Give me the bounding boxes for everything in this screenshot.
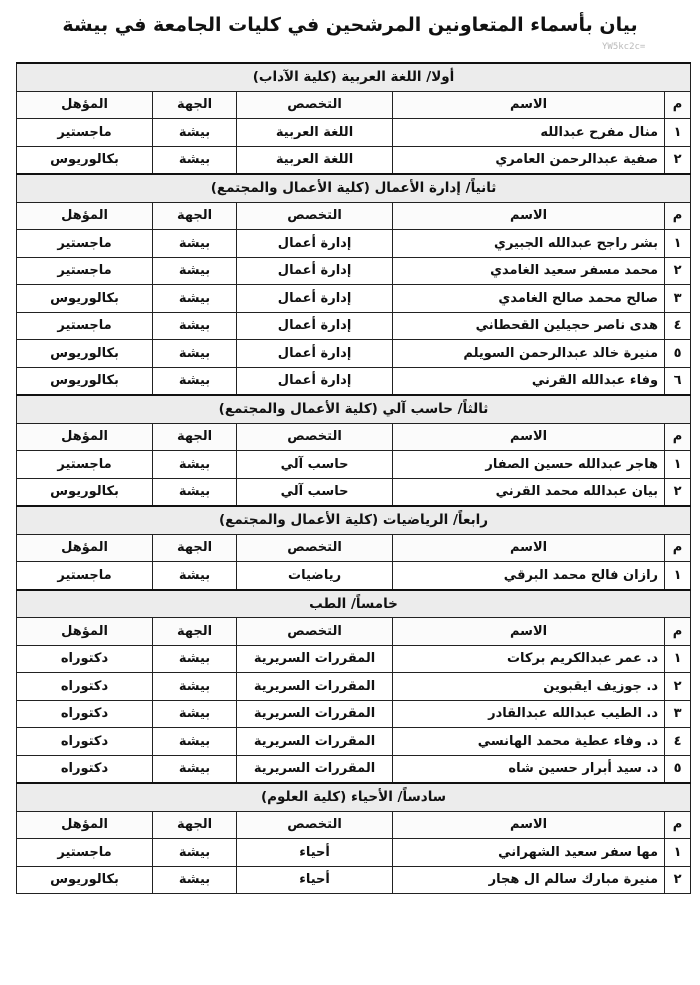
table-row xyxy=(17,562,691,590)
row-number: ٥ xyxy=(665,755,691,783)
candidate-location: بيشة xyxy=(153,367,237,395)
section-header xyxy=(17,506,691,534)
row-number: ٤ xyxy=(665,312,691,340)
candidate-major: إدارة أعمال xyxy=(237,257,393,285)
candidate-location: بيشة xyxy=(153,285,237,313)
column-header-name: الاسم xyxy=(393,811,665,839)
candidate-location: بيشة xyxy=(153,673,237,701)
section-header xyxy=(17,395,691,423)
candidate-name: د. وفاء عطية محمد الهانسي xyxy=(393,728,665,756)
row-number: ٣ xyxy=(665,285,691,313)
column-header-qualification: المؤهل xyxy=(17,811,153,839)
column-header-major: التخصص xyxy=(237,811,393,839)
candidate-major: أحياء xyxy=(237,839,393,867)
candidate-name: د. جوزيف ايقبوين xyxy=(393,673,665,701)
column-header-qualification: المؤهل xyxy=(17,534,153,562)
candidate-location: بيشة xyxy=(153,257,237,285)
candidate-major: إدارة أعمال xyxy=(237,340,393,368)
row-number: ١ xyxy=(665,119,691,147)
table-row xyxy=(17,146,691,174)
candidate-name: د. سيد أبرار حسين شاه xyxy=(393,755,665,783)
candidate-name: هدى ناصر حجيلين القحطاني xyxy=(393,312,665,340)
candidate-qualification: دكتوراه xyxy=(17,728,153,756)
candidate-name: بيان عبدالله محمد القرني xyxy=(393,478,665,506)
column-header-num: م xyxy=(665,618,691,646)
table-row xyxy=(17,645,691,673)
candidate-location: بيشة xyxy=(153,451,237,479)
candidate-location: بيشة xyxy=(153,700,237,728)
table-row xyxy=(17,728,691,756)
column-header-name: الاسم xyxy=(393,618,665,646)
table-row xyxy=(17,673,691,701)
table-row xyxy=(17,230,691,258)
candidate-qualification: دكتوراه xyxy=(17,645,153,673)
candidate-major: إدارة أعمال xyxy=(237,312,393,340)
candidate-major: حاسب آلي xyxy=(237,478,393,506)
row-number: ٢ xyxy=(665,673,691,701)
column-header-location: الجهة xyxy=(153,534,237,562)
table-row xyxy=(17,367,691,395)
candidate-location: بيشة xyxy=(153,312,237,340)
table-row xyxy=(17,478,691,506)
table-row xyxy=(17,285,691,313)
column-header-location: الجهة xyxy=(153,618,237,646)
column-header-name: الاسم xyxy=(393,423,665,451)
candidate-major: إدارة أعمال xyxy=(237,285,393,313)
column-header-row xyxy=(17,618,691,646)
candidate-qualification: ماجستير xyxy=(17,119,153,147)
candidate-qualification: بكالوريوس xyxy=(17,866,153,894)
candidate-name: صالح محمد صالح الغامدي xyxy=(393,285,665,313)
candidate-name: هاجر عبدالله حسين الصفار xyxy=(393,451,665,479)
candidate-major: اللغة العربية xyxy=(237,119,393,147)
column-header-num: م xyxy=(665,534,691,562)
candidate-location: بيشة xyxy=(153,645,237,673)
section-title: رابعاً/ الرياضيات (كلية الأعمال والمجتمع) xyxy=(17,506,691,534)
candidate-location: بيشة xyxy=(153,562,237,590)
column-header-num: م xyxy=(665,423,691,451)
candidate-qualification: دكتوراه xyxy=(17,755,153,783)
candidate-name: وفاء عبدالله القرني xyxy=(393,367,665,395)
candidate-location: بيشة xyxy=(153,340,237,368)
candidate-qualification: بكالوريوس xyxy=(17,367,153,395)
row-number: ٣ xyxy=(665,700,691,728)
candidate-location: بيشة xyxy=(153,755,237,783)
candidate-major: رياضيات xyxy=(237,562,393,590)
candidate-name: منيرة خالد عبدالرحمن السويلم xyxy=(393,340,665,368)
column-header-location: الجهة xyxy=(153,202,237,230)
candidate-qualification: ماجستير xyxy=(17,257,153,285)
column-header-num: م xyxy=(665,811,691,839)
row-number: ١ xyxy=(665,451,691,479)
candidate-major: المقررات السريرية xyxy=(237,645,393,673)
candidate-location: بيشة xyxy=(153,866,237,894)
candidate-major: المقررات السريرية xyxy=(237,700,393,728)
section-title: ثالثاً/ حاسب آلي (كلية الأعمال والمجتمع) xyxy=(17,395,691,423)
candidate-location: بيشة xyxy=(153,728,237,756)
section-title: ثانياً/ إدارة الأعمال (كلية الأعمال والمجتمع) xyxy=(17,174,691,202)
candidate-location: بيشة xyxy=(153,478,237,506)
candidate-location: بيشة xyxy=(153,119,237,147)
candidate-name: منيرة مبارك سالم ال هجار xyxy=(393,866,665,894)
candidate-major: إدارة أعمال xyxy=(237,230,393,258)
column-header-major: التخصص xyxy=(237,202,393,230)
section-title: سادساً/ الأحياء (كلية العلوم) xyxy=(17,783,691,811)
candidate-qualification: ماجستير xyxy=(17,230,153,258)
column-header-name: الاسم xyxy=(393,534,665,562)
column-header-name: الاسم xyxy=(393,91,665,119)
row-number: ١ xyxy=(665,645,691,673)
row-number: ١ xyxy=(665,230,691,258)
column-header-qualification: المؤهل xyxy=(17,91,153,119)
row-number: ٢ xyxy=(665,478,691,506)
column-header-qualification: المؤهل xyxy=(17,423,153,451)
candidate-qualification: ماجستير xyxy=(17,451,153,479)
candidate-name: د. الطيب عبدالله عبدالقادر xyxy=(393,700,665,728)
table-row xyxy=(17,119,691,147)
table-row xyxy=(17,700,691,728)
row-number: ٢ xyxy=(665,257,691,285)
column-header-name: الاسم xyxy=(393,202,665,230)
candidate-name: محمد مسفر سعيد الغامدي xyxy=(393,257,665,285)
column-header-major: التخصص xyxy=(237,423,393,451)
section-title: خامساً/ الطب xyxy=(17,590,691,618)
candidate-major: المقررات السريرية xyxy=(237,673,393,701)
candidate-qualification: بكالوريوس xyxy=(17,478,153,506)
row-number: ٦ xyxy=(665,367,691,395)
candidate-qualification: دكتوراه xyxy=(17,673,153,701)
section-header xyxy=(17,590,691,618)
column-header-major: التخصص xyxy=(237,91,393,119)
column-header-num: م xyxy=(665,91,691,119)
section-title: أولا/ اللغة العربية (كلية الآداب) xyxy=(17,63,691,91)
candidate-name: بشر راجح عبدالله الجبيري xyxy=(393,230,665,258)
column-header-major: التخصص xyxy=(237,618,393,646)
candidate-name: د. عمر عبدالكريم بركات xyxy=(393,645,665,673)
row-number: ٥ xyxy=(665,340,691,368)
column-header-location: الجهة xyxy=(153,423,237,451)
candidate-qualification: ماجستير xyxy=(17,312,153,340)
column-header-row xyxy=(17,202,691,230)
section-header xyxy=(17,63,691,91)
candidate-major: أحياء xyxy=(237,866,393,894)
section-header xyxy=(17,783,691,811)
candidate-major: إدارة أعمال xyxy=(237,367,393,395)
candidate-qualification: ماجستير xyxy=(17,839,153,867)
column-header-row xyxy=(17,423,691,451)
candidate-location: بيشة xyxy=(153,230,237,258)
table-row xyxy=(17,755,691,783)
table-row xyxy=(17,451,691,479)
document-title: بيان بأسماء المتعاونين المرشحين في كليات الجامعة في بيشة xyxy=(62,14,638,36)
candidate-name: منال مفرح عبدالله xyxy=(393,119,665,147)
scan-stamp: YW5kc2c= xyxy=(602,42,646,52)
row-number: ٤ xyxy=(665,728,691,756)
candidate-location: بيشة xyxy=(153,839,237,867)
candidate-name: مها سفر سعيد الشهراني xyxy=(393,839,665,867)
candidate-major: حاسب آلي xyxy=(237,451,393,479)
column-header-row xyxy=(17,534,691,562)
candidate-name: صفية عبدالرحمن العامري xyxy=(393,146,665,174)
candidate-qualification: بكالوريوس xyxy=(17,285,153,313)
table-row xyxy=(17,257,691,285)
row-number: ٢ xyxy=(665,146,691,174)
column-header-location: الجهة xyxy=(153,811,237,839)
table-row xyxy=(17,340,691,368)
candidate-qualification: دكتوراه xyxy=(17,700,153,728)
table-row xyxy=(17,839,691,867)
column-header-qualification: المؤهل xyxy=(17,618,153,646)
candidate-major: المقررات السريرية xyxy=(237,728,393,756)
candidates-table-body xyxy=(17,63,691,894)
candidate-name: رازان فالح محمد البرقي xyxy=(393,562,665,590)
candidate-qualification: بكالوريوس xyxy=(17,340,153,368)
column-header-major: التخصص xyxy=(237,534,393,562)
row-number: ١ xyxy=(665,839,691,867)
candidate-qualification: ماجستير xyxy=(17,562,153,590)
candidates-table xyxy=(16,62,691,894)
candidate-qualification: بكالوريوس xyxy=(17,146,153,174)
row-number: ٢ xyxy=(665,866,691,894)
candidate-major: المقررات السريرية xyxy=(237,755,393,783)
table-row xyxy=(17,312,691,340)
column-header-num: م xyxy=(665,202,691,230)
candidate-major: اللغة العربية xyxy=(237,146,393,174)
section-header xyxy=(17,174,691,202)
table-row xyxy=(17,866,691,894)
column-header-row xyxy=(17,91,691,119)
row-number: ١ xyxy=(665,562,691,590)
candidate-location: بيشة xyxy=(153,146,237,174)
column-header-qualification: المؤهل xyxy=(17,202,153,230)
column-header-row xyxy=(17,811,691,839)
column-header-location: الجهة xyxy=(153,91,237,119)
